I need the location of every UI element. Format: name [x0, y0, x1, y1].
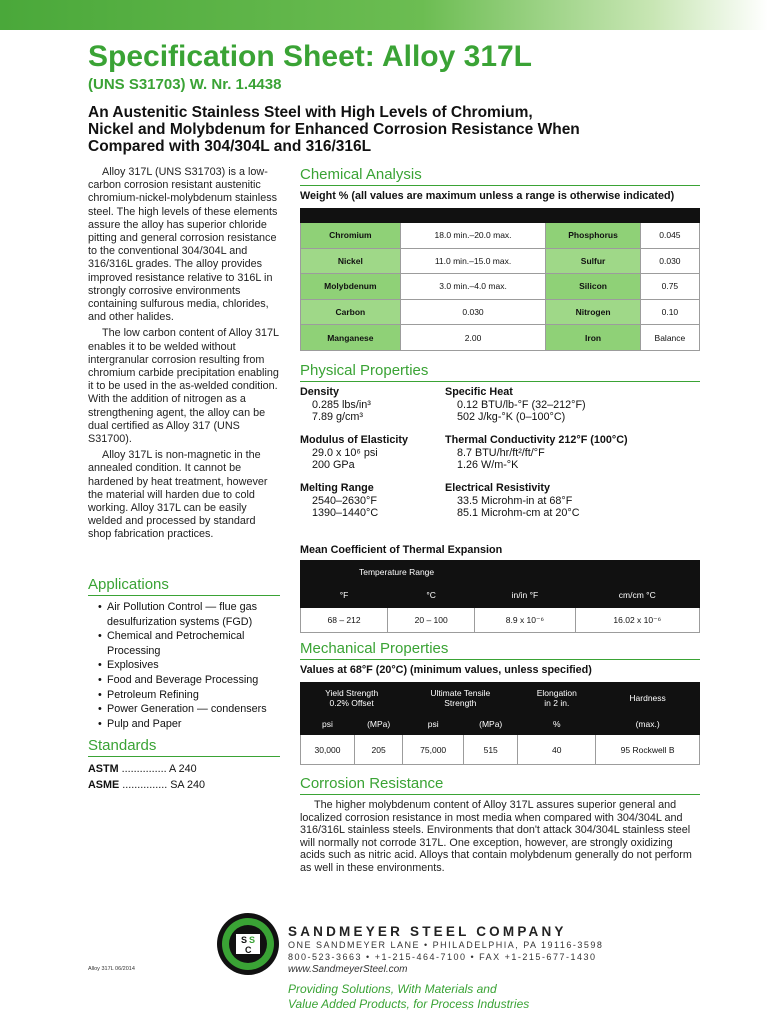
- table-cell: 20 – 100: [388, 608, 475, 633]
- logo-letter: C: [245, 945, 252, 955]
- unit-header: %: [518, 713, 596, 735]
- element-name: Sulfur: [546, 248, 640, 274]
- table-cell: 515: [464, 735, 518, 765]
- corrosion-text: The higher molybdenum content of Alloy 317L assures superior general and localized corrosion resistance in most media when compared with 304/304L and 316/316L stainless steels. Environments that don't attack 304/304L stainless steel will normally not corrode 317L. One exception, however, are strongly oxidizing acids such as nitric acid. Alloys that contain molybdenum generally do not perform as well in these environments.: [300, 799, 692, 874]
- table-cell: 8.9 x 10⁻⁶: [475, 608, 575, 633]
- application-item-text: desulfurization systems (FGD): [107, 615, 253, 628]
- column-header: Ultimate Tensile Strength: [403, 683, 518, 713]
- headline-line: Nickel and Molybdenum for Enhanced Corrosion Resistance When: [88, 121, 580, 138]
- property-value: 8.7 BTU/hr/ft²/ft/°F: [457, 447, 545, 459]
- property-value: 7.89 g/cm³: [312, 411, 364, 423]
- table-header-bar: [301, 209, 700, 223]
- element-value: 2.00: [400, 325, 546, 351]
- property-label: Melting Range: [300, 482, 374, 494]
- unit-header: psi: [403, 713, 464, 735]
- logo-letter: S: [249, 935, 256, 945]
- element-value: 0.10: [640, 299, 699, 325]
- element-value: 0.045: [640, 223, 699, 249]
- element-value: 11.0 min.–15.0 max.: [400, 248, 546, 274]
- element-value: Balance: [640, 325, 699, 351]
- element-name: Nickel: [301, 248, 401, 274]
- column-header: °C: [388, 583, 475, 608]
- standard-value: SA 240: [170, 779, 206, 791]
- table-row: [301, 583, 700, 608]
- column-header: in/in °F: [475, 583, 575, 608]
- headline-line: An Austenitic Stainless Steel with High Levels of Chromium,: [88, 104, 533, 121]
- property-value: 0.285 lbs/in³: [312, 399, 371, 411]
- application-item-text: • Food and Beverage Processing: [107, 673, 259, 686]
- headline: [88, 104, 688, 155]
- sandmeyer-logo: [216, 912, 280, 976]
- unit-header: (MPa): [354, 713, 402, 735]
- element-name: Iron: [546, 325, 640, 351]
- application-item: [98, 702, 280, 717]
- standard-name: ASTM: [88, 763, 119, 775]
- physical-properties-section: [300, 362, 700, 633]
- column-header: Elongation in 2 in.: [518, 683, 596, 713]
- headline-line: Compared with 304/304L and 316/316L: [88, 138, 372, 155]
- phone-line: 800-523-3663 • +1-215-464-7100 • FAX +1-215-677-1430: [288, 951, 597, 962]
- mcte-heading: Mean Coefficient of Thermal Expansion: [300, 544, 503, 556]
- table-cell: 16.02 x 10⁻⁶: [575, 608, 699, 633]
- table-cell: 95 Rockwell B: [596, 735, 700, 765]
- table-row: [301, 561, 700, 583]
- element-name: Nitrogen: [546, 299, 640, 325]
- element-name: Carbon: [301, 299, 401, 325]
- unit-header: (max.): [596, 713, 700, 735]
- leader-dots: ...............: [118, 763, 169, 775]
- standard-value: A 240: [169, 763, 197, 775]
- property-value: 0.12 BTU/lb-°F (32–212°F): [457, 399, 586, 411]
- applications-section: [88, 576, 280, 731]
- unit-header: (MPa): [464, 713, 518, 735]
- element-value: 0.030: [400, 299, 546, 325]
- table-row: [301, 325, 700, 351]
- element-name: Phosphorus: [546, 223, 640, 249]
- application-item-text: • Power Generation — condensers: [107, 703, 267, 716]
- chemical-analysis-section: [300, 166, 700, 351]
- table-cell: 68 – 212: [301, 608, 388, 633]
- table-row: [301, 683, 700, 713]
- mechanical-note: Values at 68°F (20°C) (minimum values, unless specified): [300, 664, 592, 676]
- application-item-text: • Chemical and Petrochemical: [107, 630, 245, 643]
- property-value: 33.5 Microhm-in at 68°F: [457, 495, 573, 507]
- table-cell: 40: [518, 735, 596, 765]
- intro-paragraph: Alloy 317L is non-magnetic in the annealed condition. It cannot be hardened by heat treatment, however the material will harden due to cold working. Alloy 317L can be easily welded and processed by standard shop fabrication practices.: [88, 449, 268, 541]
- company-address: [288, 940, 603, 963]
- application-item-text: • Air Pollution Control — flue gas: [107, 601, 258, 613]
- corrosion-heading: Corrosion Resistance: [300, 775, 700, 795]
- mechanical-properties-section: [300, 640, 700, 765]
- property-label: Thermal Conductivity 212°F (100°C): [445, 434, 628, 446]
- table-cell: 30,000: [301, 735, 355, 765]
- standard-row: [88, 777, 280, 793]
- application-item-text: • Explosives: [107, 659, 159, 672]
- property-value: 2540–2630°F: [312, 495, 377, 507]
- property-label: Specific Heat: [445, 386, 513, 398]
- table-row: [301, 735, 700, 765]
- element-name: Manganese: [301, 325, 401, 351]
- website-link[interactable]: www.SandmeyerSteel.com: [288, 964, 408, 975]
- page-title: Specification Sheet: Alloy 317L: [88, 40, 533, 73]
- element-name: Chromium: [301, 223, 401, 249]
- property-label: Modulus of Elasticity: [300, 434, 408, 446]
- chemical-table: [300, 208, 700, 351]
- application-item-text: Processing: [107, 644, 161, 657]
- physical-property: [445, 386, 586, 423]
- property-value: 29.0 x 10⁶ psi: [312, 447, 378, 459]
- property-label: Electrical Resistivity: [445, 482, 551, 494]
- element-value: 0.030: [640, 248, 699, 274]
- property-value: 1.26 W/m-°K: [457, 459, 519, 471]
- table-row: [301, 608, 700, 633]
- unit-header: psi: [301, 713, 355, 735]
- element-value: 0.75: [640, 274, 699, 300]
- applications-list: [88, 600, 280, 731]
- application-item-text: • Pulp and Paper: [107, 717, 182, 730]
- intro-paragraph: The low carbon content of Alloy 317L enables it to be welded without intergranular corrosion resulting from chromium carbide precipitation enabling it to be used in the as-welded condition. With the addition of nitrogen as a strengthening agent, the alloy can be dual certified as Alloy 317 (UNS S31700).: [88, 327, 279, 446]
- table-cell: 205: [354, 735, 402, 765]
- element-value: 18.0 min.–20.0 max.: [400, 223, 546, 249]
- chemical-note: Weight % (all values are maximum unless a range is otherwise indicated): [300, 190, 675, 202]
- chemical-heading: Chemical Analysis: [300, 166, 700, 186]
- leader-dots: ...............: [119, 779, 171, 791]
- column-header: cm/cm °C: [575, 583, 699, 608]
- physical-property: [445, 434, 628, 471]
- physical-heading: Physical Properties: [300, 362, 700, 382]
- page-subtitle: (UNS S31703) W. Nr. 1.4438: [88, 76, 282, 93]
- property-value: 200 GPa: [312, 459, 355, 471]
- thermal-expansion-table: [300, 560, 700, 633]
- application-item: [98, 629, 280, 658]
- applications-heading: Applications: [88, 576, 280, 596]
- application-item: [98, 688, 280, 703]
- table-row: [301, 248, 700, 274]
- element-name: Silicon: [546, 274, 640, 300]
- column-header: °F: [301, 583, 388, 608]
- physical-property: [300, 386, 371, 423]
- application-item: [98, 600, 280, 629]
- company-name: SANDMEYER STEEL COMPANY: [288, 924, 567, 939]
- logo-letter: S: [241, 935, 248, 945]
- intro-text: [88, 166, 280, 545]
- tagline: [288, 982, 529, 1011]
- intro-paragraph: Alloy 317L (UNS S31703) is a low-carbon corrosion resistant austenitic chromium-nickel-molybdenum stainless steel. The high levels of these elements assure the alloy has superior chloride pitting and general corrosion resistance to the conventional 304/304L and 316/316L grades. The alloy provides improved resistance relative to 316L in strongly corrosive environments containing sulfurous media, chlorides, and other halides.: [88, 166, 278, 324]
- table-cell: 75,000: [403, 735, 464, 765]
- property-value: 1390–1440°C: [312, 507, 379, 519]
- standard-row: [88, 761, 280, 777]
- standard-name: ASME: [88, 779, 120, 791]
- standards-section: [88, 737, 280, 793]
- physical-property: [445, 482, 580, 519]
- application-item: [98, 658, 280, 673]
- document-id: Alloy 317L 06/2014: [88, 966, 135, 972]
- physical-properties-grid: [300, 386, 700, 536]
- group-label: Temperature Range: [301, 561, 700, 583]
- application-item: [98, 673, 280, 688]
- element-name: Molybdenum: [301, 274, 401, 300]
- property-value: 502 J/kg-°K (0–100°C): [457, 411, 566, 423]
- mechanical-heading: Mechanical Properties: [300, 640, 700, 660]
- property-value: 85.1 Microhm-cm at 20°C: [457, 507, 580, 519]
- property-label: Density: [300, 386, 340, 398]
- application-item: [98, 717, 280, 732]
- table-row: [301, 713, 700, 735]
- tagline-line: Value Added Products, for Process Industries: [288, 996, 530, 1011]
- column-header: Hardness: [596, 683, 700, 713]
- standards-heading: Standards: [88, 737, 280, 757]
- address-line: ONE SANDMEYER LANE • PHILADELPHIA, PA 19116-3598: [288, 940, 604, 950]
- mechanical-table: [300, 682, 700, 765]
- application-item-text: • Petroleum Refining: [107, 688, 199, 701]
- element-value: 3.0 min.–4.0 max.: [400, 274, 546, 300]
- top-green-banner: [0, 0, 768, 30]
- physical-property: [300, 434, 408, 471]
- physical-property: [300, 482, 378, 519]
- tagline-line: Providing Solutions, With Materials and: [288, 982, 497, 996]
- column-header: Yield Strength 0.2% Offset: [301, 683, 403, 713]
- table-row: [301, 223, 700, 249]
- table-row: [301, 274, 700, 300]
- corrosion-resistance-section: [300, 775, 700, 875]
- table-row: [301, 299, 700, 325]
